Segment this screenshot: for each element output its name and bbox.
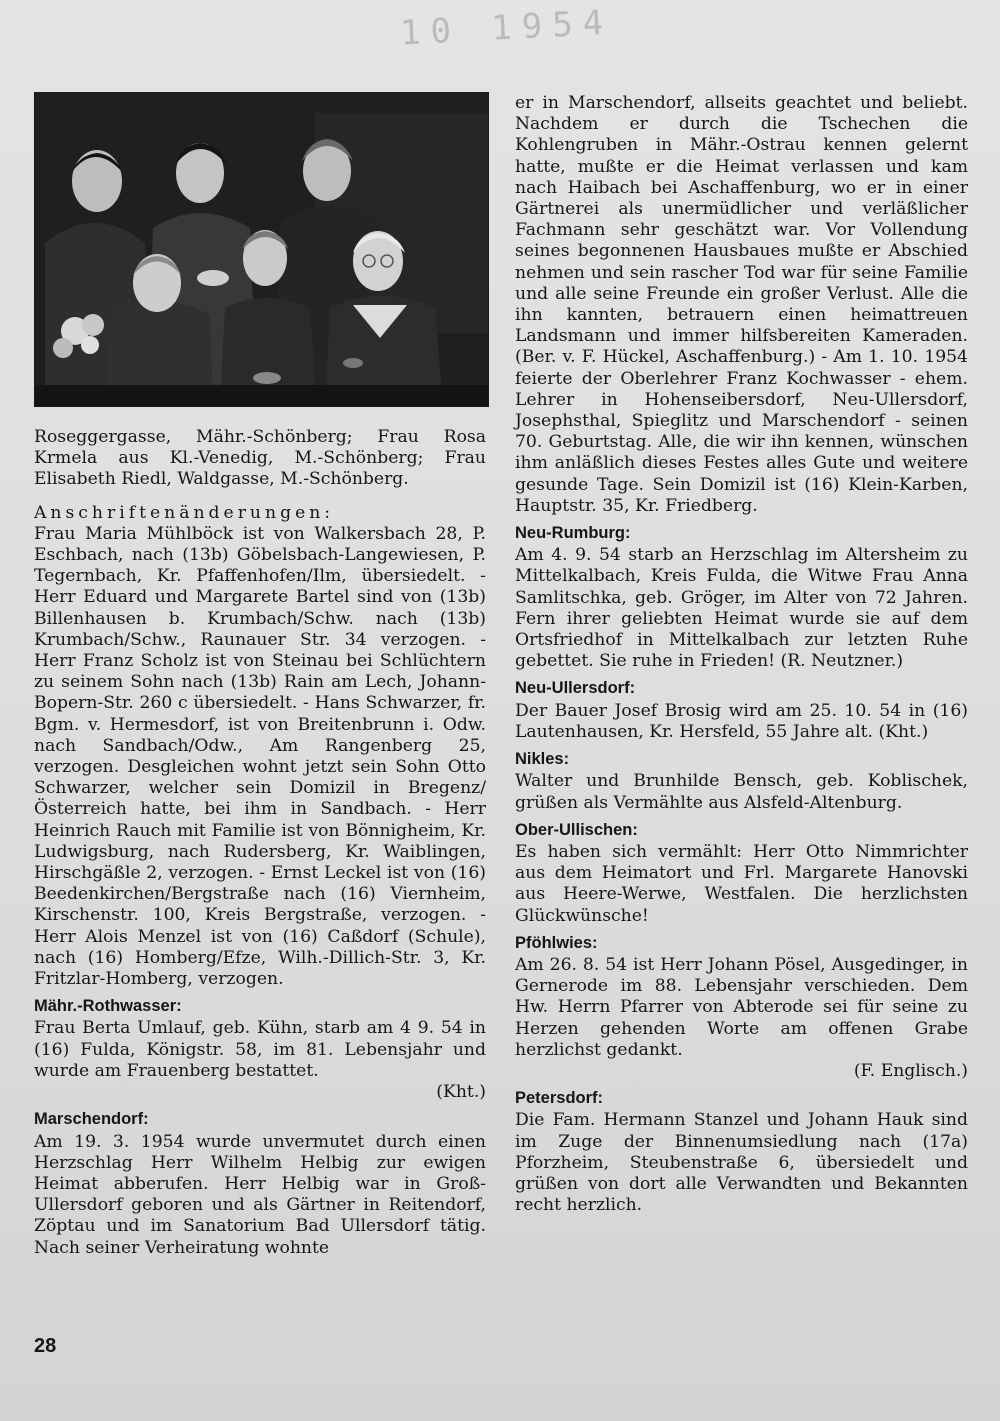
right-column xyxy=(515,93,968,1216)
section-heading-neu-ullersdorf: Neu-Ullersdorf: xyxy=(515,679,636,698)
left-column xyxy=(34,427,486,1259)
section-heading-petersdorf: Petersdorf: xyxy=(515,1089,604,1108)
group-photo-illustration xyxy=(35,93,488,406)
section-heading-marschendorf: Marschendorf: xyxy=(34,1110,149,1129)
section-text-ober-ullischen: Es haben sich vermählt: Herr Otto Nimmrichter aus dem Heimatort und Frl. Margarete Hanovski aus Heere-Werwe, Westfalen. Die herzlichsten Glückwünsche! xyxy=(515,841,968,926)
section-text-pfoehlwies: Am 26. 8. 54 ist Herr Johann Pösel, Ausgedinger, in Gernerode im 88. Lebensjahr verschieden. Dem Hw. Herrn Pfarrer von Abterode sei für seine zu Herzen gehenden Worte am offenen Grabe herzlichst gedankt. xyxy=(515,954,968,1060)
signature-kht: (Kht.) xyxy=(436,1082,486,1103)
section-text-maehr-rothwasser: Frau Berta Umlauf, geb. Kühn, starb am 4 9. 54 in (16) Fulda, Königstr. 58, im 81. Lebensjahr und wurde am Frauenberg bestattet. xyxy=(34,1018,486,1081)
section-text-marschendorf: Am 19. 3. 1954 wurde unvermutet durch einen Herzschlag Herr Wilhelm Helbig zur ewigen Heimat abberufen. Herr Helbig war in Groß-Ullersdorf geboren und als Gärtner in Reitendorf, Zöptau und im Sanatorium Bad Ullersdorf tätig. Nach seiner Verheiratung wohnte xyxy=(34,1131,486,1258)
signature-englisch: (F. Englisch.) xyxy=(853,1060,968,1081)
address-changes-heading: Anschriftenänderungen: xyxy=(34,502,335,523)
section-heading-nikles: Nikles: xyxy=(515,750,570,769)
section-text-nikles: Walter und Brunhilde Bensch, geb. Koblischek, grüßen als Vermählte aus Alsfeld-Altenburg. xyxy=(515,771,968,813)
group-photo xyxy=(34,92,489,407)
photo-caption: Roseggergasse, Mähr.-Schönberg; Frau Rosa Krmela aus Kl.-Venedig, M.-Schönberg; Frau Elisabeth Riedl, Waldgasse, M.-Schönberg. xyxy=(34,427,486,490)
section-text-neu-ullersdorf: Der Bauer Josef Brosig wird am 25. 10. 54 in (16) Lautenhausen, Kr. Hersfeld, 55 Jahre alt. (Kht.) xyxy=(515,700,968,742)
page-number: 28 xyxy=(34,1335,57,1357)
section-text-neu-rumburg: Am 4. 9. 54 starb an Herzschlag im Altersheim zu Mittelkalbach, Kreis Fulda, die Witwe Frau Anna Samlitschka, geb. Gröger, im Alter von 72 Jahren. Fern ihrer geliebten Heimat wurde sie auf dem Ortsfriedhof in Mittelkalbach zur letzten Ruhe gebettet. Sie ruhe in Frieden! (R. Neutzner.) xyxy=(515,545,968,672)
section-heading-neu-rumburg: Neu-Rumburg: xyxy=(515,524,631,543)
date-stamp: 10 1954 xyxy=(399,2,615,54)
address-changes-text: Frau Maria Mühlböck ist von Walkersbach 28, P. Eschbach, nach (13b) Göbelsbach-Langewiesen, P. Tegernbach, Kr. Pfaffenhofen/Ilm, übersiedelt. - Herr Eduard und Margarete Bartel sind von (13b) Billenhausen b. Krumbach/Schw. nach (13b) Krumbach/Schw., Raunauer Str. 34 verzogen. - Herr Franz Scholz ist von Steinau bei Schlüchtern zu seinem Sohn nach (13b) Rain am Lech, Johann-Bopern-Str. 260 c übersiedelt. - Hans Schwarzer, fr. Bgm. v. Hermesdorf, ist von Breitenbrunn i. Odw. nach Sandbach/Odw., Am Rangenberg 25, verzogen. Desgleichen wohnt jetzt sein Sohn Otto Schwarzer, welcher sein Domizil in Bregenz/Österreich hatte, bei ihm in Sandbach. - Herr Heinrich Rauch mit Familie ist von Bönnigheim, Kr. Ludwigsburg, nach Rudersberg, Kr. Waiblingen, Hirschgäßle 2, verzogen. - Ernst Leckel ist von (16) Beedenkirchen/Bergstraße nach (16) Viernheim, Kirschenstr. 100, Kreis Bergstraße, verzogen. - Herr Alois Menzel ist von (16) Caßdorf (Schule), nach (16) Homberg/Efze, Wilh.-Dillich-Str. 3, Kr. Fritzlar-Homberg, verzogen. xyxy=(34,523,486,990)
section-heading-ober-ullischen: Ober-Ullischen: xyxy=(515,820,638,839)
section-heading-maehr-rothwasser: Mähr.-Rothwasser: xyxy=(34,997,182,1016)
marschendorf-continuation: er in Marschendorf, allseits geachtet und beliebt. Nachdem er durch die Tschechen die Kohlengruben in Mähr.-Ostrau kennen gelernt hatte, mußte er die Heimat verlassen und kam nach Haibach bei Aschaffenburg, wo er in einer Gärtnerei als unermüdlicher und verläßlicher Fachmann sehr geschätzt war. Vor Vollendung seines begonnenen Hausbaues mußte er Abschied nehmen und sein rascher Tod war für seine Familie und alle seine Freunde ein großer Verlust. Alle die ihn kannten, betrauern einen heimattreuen Landsmann und immer hilfsbereiten Kameraden. (Ber. v. F. Hückel, Aschaffenburg.) - Am 1. 10. 1954 feierte der Oberlehrer Franz Kochwasser - ehem. Lehrer in Hohenseibersdorf, Neu-Ullersdorf, Josephsthal, Spieglitz und Marschendorf - seinen 70. Geburtstag. Alle, die wir ihn kennen, wünschen ihm anläßlich dieses Festes alles Gute und weitere gesunde Tage. Sein Domizil ist (16) Klein-Karben, Hauptstr. 35, Kr. Friedberg. xyxy=(515,93,968,516)
section-text-petersdorf: Die Fam. Hermann Stanzel und Johann Hauk sind im Zuge der Binnenumsiedlung nach (17a) Pforzheim, Steubenstraße 6, übersiedelt und grüßen von dort alle Verwandten und Bekannten recht herzlich. xyxy=(515,1110,968,1216)
section-heading-pfoehlwies: Pföhlwies: xyxy=(515,933,598,952)
